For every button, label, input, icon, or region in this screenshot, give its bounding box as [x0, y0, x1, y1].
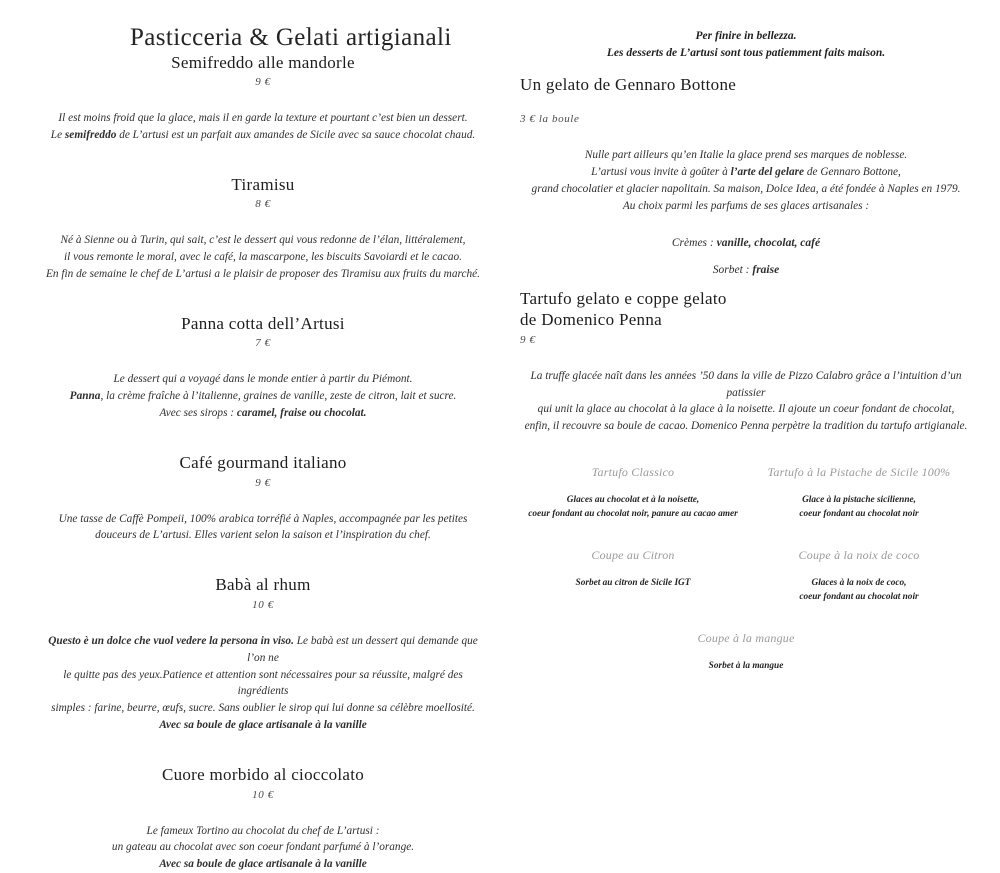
- body-text: Sorbet :: [713, 264, 753, 276]
- page-title: Pasticceria & Gelati artigianali: [42, 24, 452, 52]
- body-text: La truffe glacée naît dans les années ’50 dans la ville de Pizzo Calabro grâce a l’intuition d’un patissier: [530, 370, 961, 399]
- dish-name: Semifreddo alle mandorle: [42, 52, 484, 73]
- body-text: Le babà est un dessert qui demande que l’on ne: [247, 635, 478, 664]
- tartufo-name: [520, 288, 972, 331]
- dish-description: [42, 232, 484, 283]
- emphasis-text: fraise: [752, 264, 779, 276]
- dish-description: [42, 110, 484, 144]
- body-text: Le fameux Tortino au chocolat du chef de L’artusi :: [147, 825, 380, 837]
- tartufo-price: 9 €: [520, 334, 972, 346]
- variant-name: Coupe au Citron: [526, 548, 740, 563]
- gelato-section: [520, 74, 972, 276]
- emphasis-text: caramel, fraise ou chocolat.: [237, 407, 367, 419]
- body-text: En fin de semaine le chef de L’artusi a le plaisir de proposer des Tiramisu aux fruits du marché.: [46, 268, 480, 280]
- variant-description: [526, 660, 966, 674]
- tartufo-variant: [520, 548, 746, 605]
- dish-price: 8 €: [42, 198, 484, 210]
- body-text: Crèmes :: [672, 237, 717, 249]
- dish-description: [42, 633, 484, 735]
- tartufo-section: [520, 288, 972, 700]
- body-text: Nulle part ailleurs qu’en Italie la glace prend ses marques de noblesse.: [585, 149, 907, 161]
- gelato-name: Un gelato de Gennaro Bottone: [520, 74, 972, 95]
- emphasis-text: Avec sa boule de glace artisanale à la vanille: [159, 858, 367, 870]
- body-text: enfin, il recouvre sa boule de cacao. Domenico Penna perpètre la tradition du tartufo artigianale.: [525, 420, 968, 432]
- dish-name: Café gourmand italiano: [42, 452, 484, 473]
- dish-description: [42, 511, 484, 545]
- body-text: L’artusi vous invite à goûter à: [591, 166, 731, 178]
- variant-description-line: coeur fondant au chocolat noir, panure au cacao amer: [528, 509, 737, 519]
- body-text: Né à Sienne ou à Turin, qui sait, c’est le dessert qui vous redonne de l’élan, littéralement,: [61, 234, 466, 246]
- emphasis-text: vanille, chocolat, café: [717, 237, 820, 249]
- emphasis-text: Avec sa boule de glace artisanale à la vanille: [159, 719, 367, 731]
- gelato-flavour-line: [520, 237, 972, 249]
- left-dish-list: [42, 52, 484, 873]
- gelato-flavour-line: [520, 264, 972, 276]
- intro-text: [607, 28, 885, 61]
- variant-description: [752, 494, 966, 522]
- body-text: douceurs de L’artusi. Elles varient selon la saison et l’inspiration du chef.: [95, 529, 431, 541]
- dish-description: [520, 368, 972, 436]
- body-text: simples : farine, beurre, œufs, sucre. Sans oublier le sirop qui lui donne sa célèbre moellosité.: [51, 702, 475, 714]
- variant-name: Tartufo à la Pistache de Sicile 100%: [752, 465, 966, 480]
- body-text: Le dessert qui a voyagé dans le monde entier à partir du Piémont.: [113, 373, 412, 385]
- dish-name: Tiramisu: [42, 174, 484, 195]
- body-text: un gateau au chocolat avec son coeur fondant parfumé à l’orange.: [112, 841, 414, 853]
- variant-description-line: Sorbet à la mangue: [709, 661, 784, 671]
- dish-item: [42, 452, 484, 544]
- dish-price: 9 €: [42, 76, 484, 88]
- tartufo-variant: [746, 548, 972, 605]
- tartufo-name-line-2: de Domenico Penna: [520, 310, 662, 329]
- gelato-price: 3 € la boule: [520, 113, 972, 125]
- variant-name: Coupe à la mangue: [526, 631, 966, 646]
- left-column: [18, 18, 500, 700]
- body-text: grand chocolatier et glacier napolitain. Sa maison, Dolce Idea, a été fondée à Naples en 1979.: [532, 183, 961, 195]
- variant-description-line: Sorbet au citron de Sicile IGT: [576, 578, 691, 588]
- body-text: le quitte pas des yeux.Patience et attention sont nécessaires pour sa réussite, malgré des ingrédients: [63, 669, 463, 698]
- dish-description: [520, 147, 972, 215]
- variant-description: [526, 494, 740, 522]
- tartufo-name-line-1: Tartufo gelato e coppe gelato: [520, 289, 727, 308]
- variant-description: [752, 577, 966, 605]
- dish-price: 10 €: [42, 789, 484, 801]
- body-text: Le: [51, 129, 65, 141]
- intro-line: Per finire in bellezza.: [696, 30, 797, 42]
- body-text: qui unit la glace au chocolat à la glace à la noisette. Il ajoute un coeur fondant de chocolat,: [538, 403, 955, 415]
- dish-name: Babà al rhum: [42, 574, 484, 595]
- variant-description-line: coeur fondant au chocolat noir: [799, 592, 918, 602]
- dish-item: [42, 764, 484, 873]
- variant-description-line: coeur fondant au chocolat noir: [799, 509, 918, 519]
- dish-item: [42, 174, 484, 283]
- emphasis-text: l’arte del gelare: [731, 166, 804, 178]
- body-text: Au choix parmi les parfums de ses glaces artisanales :: [623, 200, 869, 212]
- body-text: , la crème fraîche à l’italienne, graines de vanille, zeste de citron, lait et sucre.: [100, 390, 456, 402]
- menu-intro: [607, 18, 885, 61]
- variant-name: Tartufo Classico: [526, 465, 740, 480]
- emphasis-text: semifreddo: [65, 129, 116, 141]
- body-text: de Gennaro Bottone,: [804, 166, 901, 178]
- emphasis-text: Questo è un dolce che vuol vedere la persona in viso.: [48, 635, 294, 647]
- body-text: Il est moins froid que la glace, mais il en garde la texture et pourtant c’est bien un dessert.: [58, 112, 467, 124]
- body-text: il vous remonte le moral, avec le café, la mascarpone, les biscuits Savoiardi et le cacao.: [64, 251, 462, 263]
- body-text: Une tasse de Caffè Pompeii, 100% arabica torréfié à Naples, accompagnée par les petites: [59, 513, 468, 525]
- intro-line: Les desserts de L’artusi sont tous patiemment faits maison.: [607, 47, 885, 59]
- variant-name: Coupe à la noix de coco: [752, 548, 966, 563]
- dish-price: 10 €: [42, 599, 484, 611]
- body-text: de L’artusi est un parfait aux amandes de Sicile avec sa sauce chocolat chaud.: [116, 129, 475, 141]
- dish-name: Panna cotta dell’Artusi: [42, 313, 484, 334]
- body-text: Avec ses sirops :: [160, 407, 237, 419]
- dish-item: [42, 313, 484, 422]
- tartufo-variant: [520, 465, 746, 522]
- variant-description-line: Glace à la pistache sicilienne,: [802, 495, 916, 505]
- emphasis-text: Panna: [70, 390, 101, 402]
- tartufo-variant-grid: [520, 465, 972, 700]
- dish-item: [42, 52, 484, 144]
- dish-name: Cuore morbido al cioccolato: [42, 764, 484, 785]
- right-column: [500, 18, 982, 700]
- dish-description: [42, 371, 484, 422]
- tartufo-variant: [746, 465, 972, 522]
- dish-price: 7 €: [42, 337, 484, 349]
- tartufo-variant: [520, 631, 972, 674]
- variant-description: [526, 577, 740, 591]
- dish-item: [42, 574, 484, 734]
- dish-price: 9 €: [42, 477, 484, 489]
- variant-description-line: Glaces à la noix de coco,: [811, 578, 906, 588]
- variant-description-line: Glaces au chocolat et à la noisette,: [567, 495, 699, 505]
- dish-description: [42, 823, 484, 873]
